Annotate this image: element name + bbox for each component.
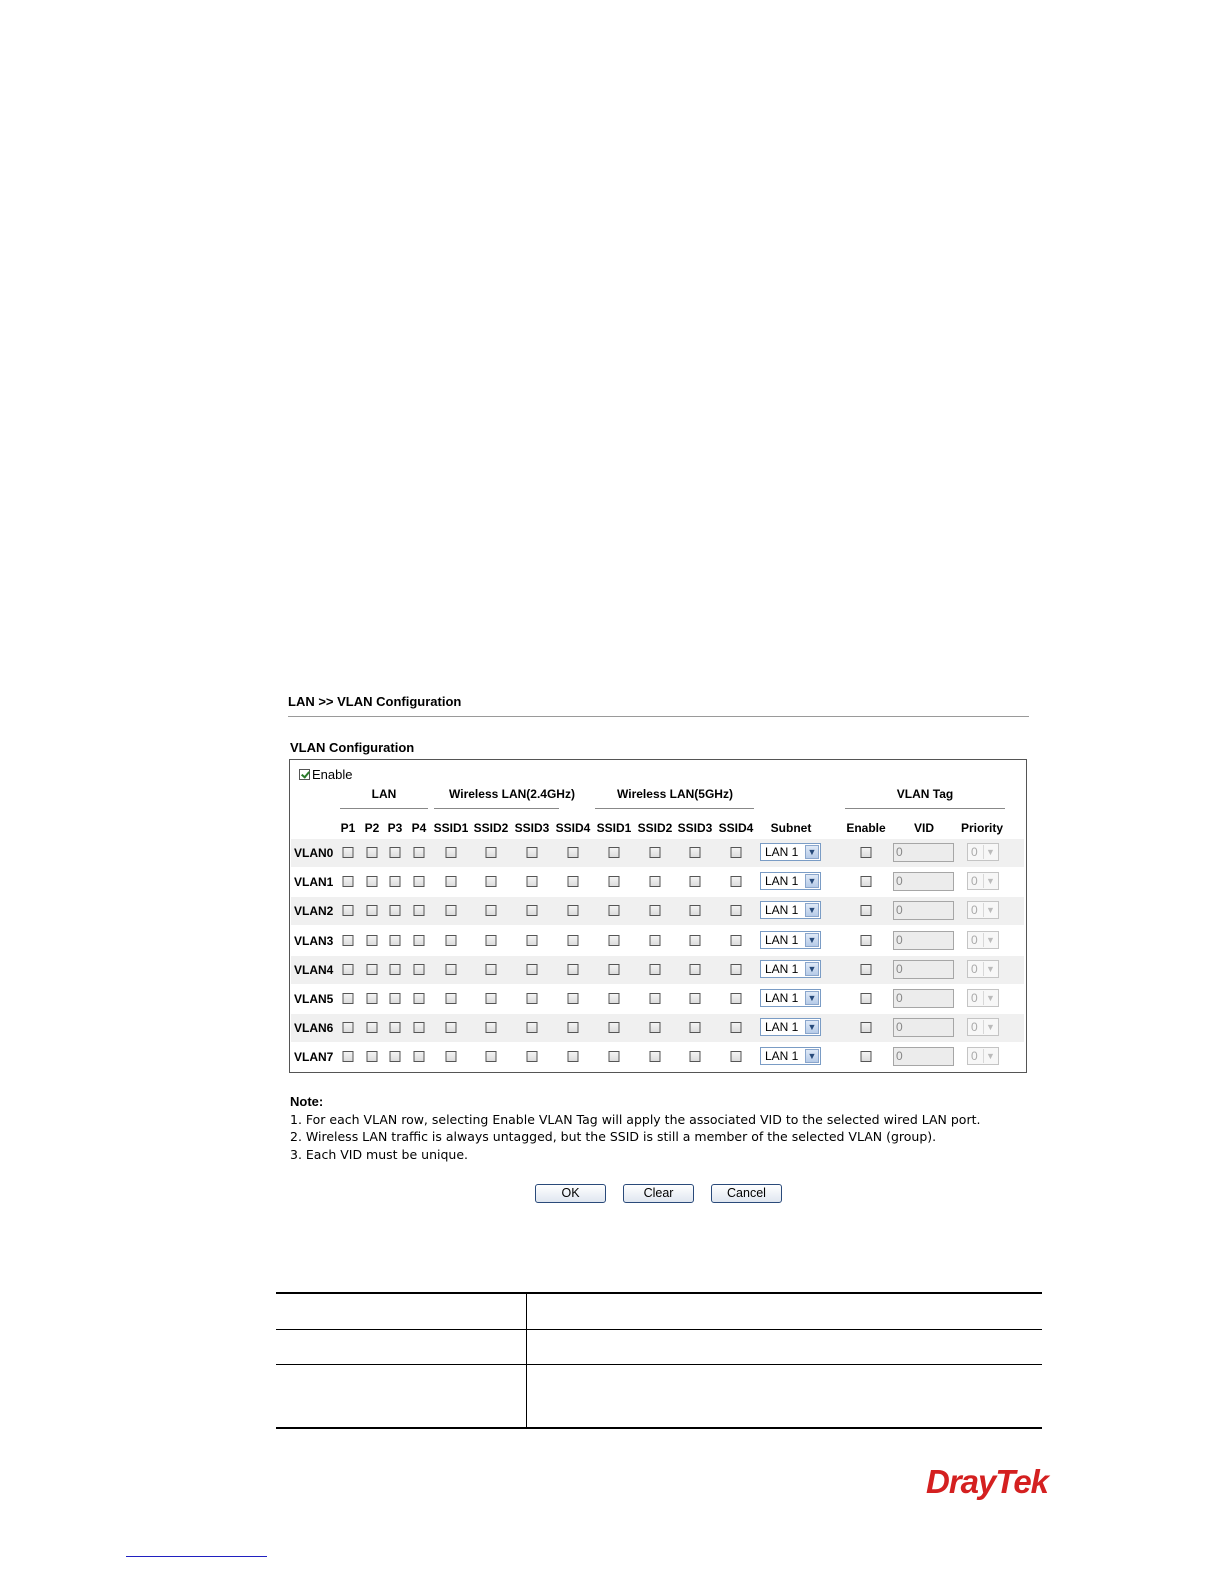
group-header-wlan5: Wireless LAN(5GHz) (617, 787, 733, 801)
column-header: P1 (340, 821, 356, 835)
vid-input[interactable]: 0 (893, 989, 954, 1008)
member-checkbox[interactable] (390, 993, 401, 1004)
subnet-value: LAN 1 (765, 1049, 799, 1063)
member-checkbox[interactable] (390, 935, 401, 946)
group-divider-wlan24 (434, 808, 559, 809)
member-checkbox[interactable] (527, 1051, 538, 1062)
column-header: Priority (960, 821, 1004, 835)
priority-value: 0 (971, 933, 978, 947)
priority-select[interactable] (967, 901, 999, 919)
member-checkbox[interactable] (527, 993, 538, 1004)
priority-value: 0 (971, 874, 978, 888)
member-checkbox[interactable] (414, 1051, 425, 1062)
member-checkbox[interactable] (367, 964, 378, 975)
member-checkbox[interactable] (527, 964, 538, 975)
member-checkbox[interactable] (343, 876, 354, 887)
chevron-down-icon[interactable]: ▼ (983, 845, 997, 859)
member-checkbox[interactable] (731, 935, 742, 946)
member-checkbox[interactable] (731, 1051, 742, 1062)
enable-label: Enable (312, 767, 353, 782)
vlan-tag-enable-checkbox[interactable] (861, 876, 872, 887)
chevron-down-icon[interactable]: ▼ (805, 903, 819, 917)
subnet-select[interactable] (760, 872, 821, 890)
vid-input[interactable]: 0 (893, 1047, 954, 1066)
member-checkbox[interactable] (609, 993, 620, 1004)
member-checkbox[interactable] (650, 964, 661, 975)
column-header: P4 (411, 821, 427, 835)
vlan-row (291, 897, 1024, 925)
member-checkbox[interactable] (527, 847, 538, 858)
member-checkbox[interactable] (446, 964, 457, 975)
column-header: SSID2 (473, 821, 509, 835)
title-divider (288, 716, 1029, 717)
table-column-divider (526, 1292, 527, 1429)
column-header: P3 (387, 821, 403, 835)
vlan-tag-enable-checkbox[interactable] (861, 935, 872, 946)
member-checkbox[interactable] (446, 905, 457, 916)
member-checkbox[interactable] (343, 935, 354, 946)
member-checkbox[interactable] (390, 1051, 401, 1062)
subnet-select[interactable] (760, 1047, 821, 1065)
member-checkbox[interactable] (486, 876, 497, 887)
member-checkbox[interactable] (486, 847, 497, 858)
priority-value: 0 (971, 845, 978, 859)
member-checkbox[interactable] (650, 935, 661, 946)
member-checkbox[interactable] (568, 1022, 579, 1033)
member-checkbox[interactable] (486, 905, 497, 916)
table-top-rule (276, 1292, 1042, 1294)
priority-value: 0 (971, 962, 978, 976)
note-block (290, 1093, 980, 1163)
member-checkbox[interactable] (731, 993, 742, 1004)
member-checkbox[interactable] (650, 847, 661, 858)
vlan-tag-enable-checkbox[interactable] (861, 1051, 872, 1062)
chevron-down-icon[interactable]: ▼ (983, 1020, 997, 1034)
vlan-name: VLAN1 (294, 875, 334, 889)
member-checkbox[interactable] (414, 876, 425, 887)
member-checkbox[interactable] (343, 847, 354, 858)
page-title: LAN >> VLAN Configuration (288, 694, 462, 709)
member-checkbox[interactable] (446, 1051, 457, 1062)
table-row-rule (276, 1364, 1042, 1365)
note-title: Note: (290, 1094, 324, 1109)
group-header-vlan-tag: VLAN Tag (896, 787, 954, 801)
member-checkbox[interactable] (390, 905, 401, 916)
cancel-button[interactable]: Cancel (711, 1184, 782, 1203)
chevron-down-icon[interactable]: ▼ (983, 903, 997, 917)
member-checkbox[interactable] (446, 847, 457, 858)
vlan-row (291, 927, 1024, 955)
priority-select[interactable] (967, 931, 999, 949)
member-checkbox[interactable] (609, 935, 620, 946)
member-checkbox[interactable] (390, 964, 401, 975)
member-checkbox[interactable] (486, 935, 497, 946)
member-checkbox[interactable] (446, 935, 457, 946)
note-line: 2. Wireless LAN traffic is always untagged, but the SSID is still a member of the selected VLAN (group). (290, 1129, 937, 1144)
vlan-tag-enable-checkbox[interactable] (861, 993, 872, 1004)
member-checkbox[interactable] (609, 1022, 620, 1033)
ok-button[interactable]: OK (535, 1184, 606, 1203)
group-header-lan: LAN (371, 787, 397, 801)
member-checkbox[interactable] (568, 964, 579, 975)
subnet-value: LAN 1 (765, 991, 799, 1005)
chevron-down-icon[interactable]: ▼ (805, 874, 819, 888)
member-checkbox[interactable] (690, 993, 701, 1004)
priority-select[interactable] (967, 989, 999, 1007)
subnet-select[interactable] (760, 931, 821, 949)
member-checkbox[interactable] (367, 905, 378, 916)
member-checkbox[interactable] (343, 1051, 354, 1062)
member-checkbox[interactable] (690, 964, 701, 975)
column-header: Subnet (770, 821, 812, 835)
member-checkbox[interactable] (650, 1051, 661, 1062)
member-checkbox[interactable] (609, 1051, 620, 1062)
vlan-row (291, 956, 1024, 984)
member-checkbox[interactable] (390, 876, 401, 887)
member-checkbox[interactable] (367, 935, 378, 946)
member-checkbox[interactable] (527, 905, 538, 916)
vlan-row (291, 1014, 1024, 1042)
column-header: P2 (364, 821, 380, 835)
member-checkbox[interactable] (390, 847, 401, 858)
member-checkbox[interactable] (343, 964, 354, 975)
member-checkbox[interactable] (568, 905, 579, 916)
member-checkbox[interactable] (390, 1022, 401, 1033)
member-checkbox[interactable] (690, 935, 701, 946)
column-header: Enable (846, 821, 886, 835)
chevron-down-icon[interactable]: ▼ (983, 962, 997, 976)
member-checkbox[interactable] (609, 964, 620, 975)
column-header: SSID3 (677, 821, 713, 835)
table-row-rule (276, 1329, 1042, 1330)
vlan-tag-enable-checkbox[interactable] (861, 1022, 872, 1033)
priority-select[interactable] (967, 872, 999, 890)
member-checkbox[interactable] (609, 905, 620, 916)
chevron-down-icon[interactable]: ▼ (805, 991, 819, 1005)
enable-toggle[interactable] (299, 767, 352, 782)
group-divider-vlan-tag (845, 808, 1005, 809)
member-checkbox[interactable] (414, 1022, 425, 1033)
member-checkbox[interactable] (343, 905, 354, 916)
member-checkbox[interactable] (414, 847, 425, 858)
vid-input[interactable]: 0 (893, 960, 954, 979)
member-checkbox[interactable] (690, 1051, 701, 1062)
vid-input[interactable]: 0 (893, 1018, 954, 1037)
vid-input[interactable]: 0 (893, 872, 954, 891)
member-checkbox[interactable] (414, 935, 425, 946)
group-header-wlan24: Wireless LAN(2.4GHz) (449, 787, 575, 801)
priority-select[interactable] (967, 843, 999, 861)
group-divider-wlan5 (595, 808, 754, 809)
subnet-value: LAN 1 (765, 903, 799, 917)
chevron-down-icon[interactable]: ▼ (983, 933, 997, 947)
member-checkbox[interactable] (609, 876, 620, 887)
vid-input[interactable]: 0 (893, 901, 954, 920)
vlan-name: VLAN7 (294, 1050, 334, 1064)
priority-value: 0 (971, 991, 978, 1005)
member-checkbox[interactable] (690, 847, 701, 858)
subnet-value: LAN 1 (765, 845, 799, 859)
column-header: SSID1 (596, 821, 632, 835)
chevron-down-icon[interactable]: ▼ (805, 1020, 819, 1034)
group-divider-lan (340, 808, 428, 809)
member-checkbox[interactable] (568, 876, 579, 887)
member-checkbox[interactable] (527, 1022, 538, 1033)
column-header: SSID3 (514, 821, 550, 835)
member-checkbox[interactable] (731, 905, 742, 916)
member-checkbox[interactable] (690, 905, 701, 916)
vlan-name: VLAN0 (294, 846, 334, 860)
member-checkbox[interactable] (446, 993, 457, 1004)
vlan-tag-enable-checkbox[interactable] (861, 847, 872, 858)
vlan-tag-enable-checkbox[interactable] (861, 964, 872, 975)
member-checkbox[interactable] (650, 876, 661, 887)
member-checkbox[interactable] (731, 1022, 742, 1033)
vlan-name: VLAN3 (294, 934, 334, 948)
member-checkbox[interactable] (731, 964, 742, 975)
member-checkbox[interactable] (486, 964, 497, 975)
member-checkbox[interactable] (367, 1051, 378, 1062)
member-checkbox[interactable] (690, 1022, 701, 1033)
vid-input[interactable]: 0 (893, 931, 954, 950)
priority-value: 0 (971, 1020, 978, 1034)
member-checkbox[interactable] (343, 1022, 354, 1033)
subnet-select[interactable] (760, 960, 821, 978)
member-checkbox[interactable] (609, 847, 620, 858)
chevron-down-icon[interactable]: ▼ (805, 962, 819, 976)
member-checkbox[interactable] (367, 847, 378, 858)
clear-button[interactable]: Clear (623, 1184, 694, 1203)
subnet-value: LAN 1 (765, 874, 799, 888)
chevron-down-icon[interactable]: ▼ (983, 874, 997, 888)
priority-value: 0 (971, 903, 978, 917)
chevron-down-icon[interactable]: ▼ (805, 845, 819, 859)
vlan-row (291, 839, 1024, 867)
subnet-select[interactable] (760, 989, 821, 1007)
member-checkbox[interactable] (568, 935, 579, 946)
vlan-row (291, 985, 1024, 1013)
section-title: VLAN Configuration (290, 740, 415, 755)
member-checkbox[interactable] (414, 993, 425, 1004)
table-bottom-rule (276, 1427, 1042, 1429)
subnet-value: LAN 1 (765, 933, 799, 947)
subnet-select[interactable] (760, 843, 821, 861)
member-checkbox[interactable] (414, 964, 425, 975)
vlan-tag-enable-checkbox[interactable] (861, 905, 872, 916)
member-checkbox[interactable] (414, 905, 425, 916)
member-checkbox[interactable] (650, 1022, 661, 1033)
member-checkbox[interactable] (446, 876, 457, 887)
priority-select[interactable] (967, 1047, 999, 1065)
vlan-row (291, 868, 1024, 896)
member-checkbox[interactable] (367, 1022, 378, 1033)
member-checkbox[interactable] (568, 1051, 579, 1062)
chevron-down-icon[interactable]: ▼ (805, 1049, 819, 1063)
note-line: 1. For each VLAN row, selecting Enable VLAN Tag will apply the associated VID to the selected wired LAN port. (290, 1111, 981, 1127)
priority-select[interactable] (967, 1018, 999, 1036)
member-checkbox[interactable] (731, 847, 742, 858)
column-header: SSID4 (718, 821, 754, 835)
member-checkbox[interactable] (486, 993, 497, 1004)
member-checkbox[interactable] (731, 876, 742, 887)
member-checkbox[interactable] (527, 935, 538, 946)
member-checkbox[interactable] (568, 847, 579, 858)
enable-checkbox[interactable] (299, 769, 310, 780)
member-checkbox[interactable] (367, 876, 378, 887)
member-checkbox[interactable] (446, 1022, 457, 1033)
footer-link-underline[interactable] (126, 1556, 267, 1557)
subnet-value: LAN 1 (765, 962, 799, 976)
member-checkbox[interactable] (343, 993, 354, 1004)
member-checkbox[interactable] (690, 876, 701, 887)
member-checkbox[interactable] (568, 993, 579, 1004)
member-checkbox[interactable] (527, 876, 538, 887)
member-checkbox[interactable] (650, 905, 661, 916)
subnet-value: LAN 1 (765, 1020, 799, 1034)
member-checkbox[interactable] (486, 1022, 497, 1033)
vlan-name: VLAN2 (294, 904, 334, 918)
vlan-name: VLAN6 (294, 1021, 334, 1035)
subnet-select[interactable] (760, 1018, 821, 1036)
column-header: VID (913, 821, 935, 835)
member-checkbox[interactable] (486, 1051, 497, 1062)
column-header: SSID1 (433, 821, 469, 835)
priority-value: 0 (971, 1049, 978, 1063)
chevron-down-icon[interactable]: ▼ (805, 933, 819, 947)
vlan-row (291, 1043, 1024, 1071)
member-checkbox[interactable] (367, 993, 378, 1004)
column-header: SSID2 (637, 821, 673, 835)
note-line: 3. Each VID must be unique. (290, 1146, 468, 1162)
priority-select[interactable] (967, 960, 999, 978)
draytek-logo: DrayTek (926, 1463, 1049, 1500)
chevron-down-icon[interactable]: ▼ (983, 1049, 997, 1063)
column-header: SSID4 (555, 821, 591, 835)
subnet-select[interactable] (760, 901, 821, 919)
vlan-name: VLAN4 (294, 963, 334, 977)
vlan-name: VLAN5 (294, 992, 334, 1006)
chevron-down-icon[interactable]: ▼ (983, 991, 997, 1005)
vid-input[interactable]: 0 (893, 843, 954, 862)
member-checkbox[interactable] (650, 993, 661, 1004)
